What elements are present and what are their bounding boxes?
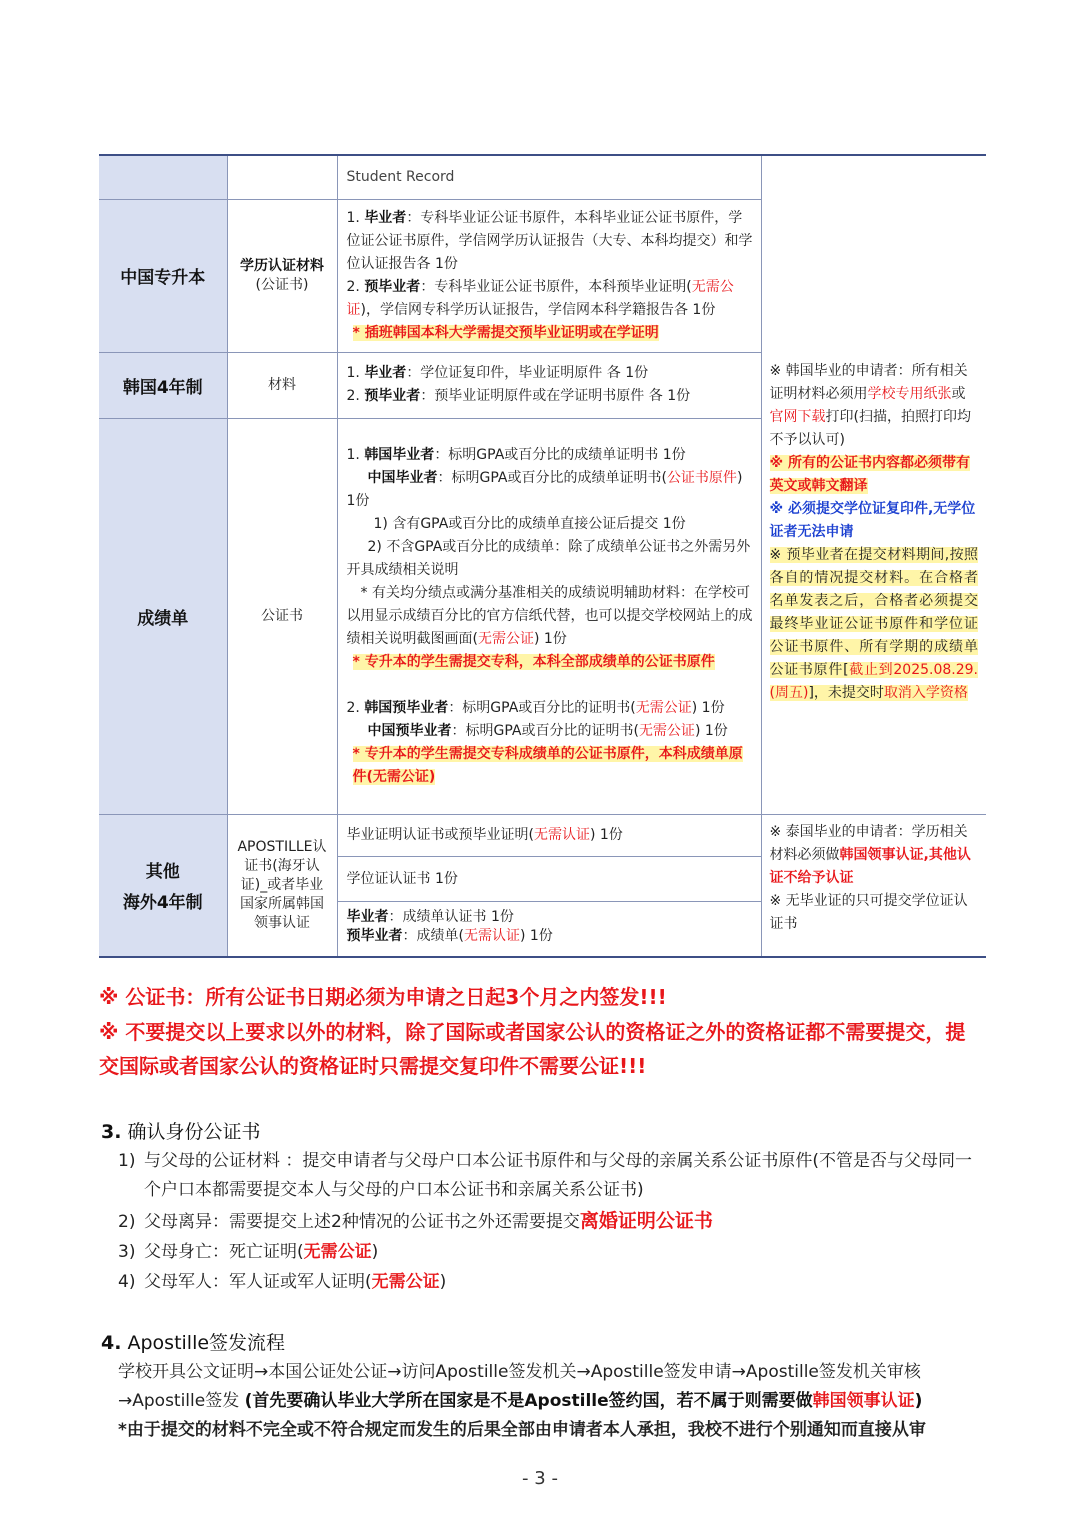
warning-extra-materials: ※ 不要提交以上要求以外的材料，除了国际或者国家公认的资格证之外的资格证都不需要提交，提交国际或者国家公认的资格证时只需提交复印件不需要公证!!! <box>99 1020 966 1078</box>
list-text: ：专科毕业证公证书原件，本科预毕业证明( <box>420 278 692 295</box>
list-text: ) 1份 <box>691 699 725 716</box>
item-text: 父母身亡：死亡证明( <box>144 1242 304 1262</box>
note-thailand-para1 <box>770 821 979 890</box>
gpa-line-2 <box>347 536 753 582</box>
note-red-text: 学校专用纸张 <box>867 386 952 402</box>
upgrade-pre-transcript-note <box>347 743 753 789</box>
overseas-line-3 <box>338 901 761 946</box>
overseas-line-2: 学位证认证书 1份 <box>338 856 761 901</box>
red-text: 无需公证 <box>635 699 692 716</box>
category-line: 其他 <box>145 862 180 883</box>
red-text: 无需公证 <box>477 630 534 647</box>
process-red-text: 韩国领事认证 <box>812 1391 915 1411</box>
item-red-text: 离婚证明公证书 <box>579 1210 713 1232</box>
red-text: 无需公证 <box>346 278 734 318</box>
list-label: 预毕业者 <box>346 928 403 945</box>
list-text: 毕业证明认证书或预毕业证明( <box>346 827 534 844</box>
student-record-cell <box>337 155 761 199</box>
list-label: 中国毕业者 <box>367 469 438 486</box>
note-text: ※ 泰国毕业的申请者：学历相关材料必须做 <box>769 823 968 863</box>
material-sublabel: (公证书) <box>255 276 309 293</box>
list-label: 韩国预毕业者 <box>364 699 449 716</box>
graduate-line <box>347 207 753 276</box>
pre-graduate-line <box>347 385 753 408</box>
overseas-line-1 <box>338 814 761 856</box>
item-text: 父母离异：需要提交上述2种情况的公证书之外还需要提交 <box>144 1212 580 1232</box>
gpa-aux-line <box>347 582 753 651</box>
transfer-note <box>347 322 753 345</box>
note-red-text: 韩国领事认证,其他认证不给予认证 <box>769 846 971 886</box>
category-korea-4yr: 韩国4年制 <box>99 352 227 418</box>
list-label: 毕业者 <box>364 365 407 381</box>
list-label: 中国预毕业者 <box>367 722 452 739</box>
note-red-text: 取消入学资格 <box>883 685 968 701</box>
list-label: 毕业者 <box>346 909 389 926</box>
graduate-line <box>347 908 752 927</box>
list-text: 2) 不含GPA或百分比的成绩单：除了成绩单公证书之外需另外开具成绩相关说明 <box>346 538 751 578</box>
note-text: ※ 韩国毕业的申请者：所有相关证明材料必须用 <box>769 363 968 402</box>
material-cert <box>227 199 337 352</box>
list-text: ) 1份 <box>694 722 728 739</box>
list-text: ：成绩单( <box>402 928 464 945</box>
note-text: 或 <box>951 386 966 402</box>
highlight-text: * 插班韩国本科大学需提交预毕业证明或在学证明 <box>352 324 659 341</box>
graduate-line <box>347 362 753 385</box>
list-text: ：标明GPA或百分比的证明书( <box>451 722 639 739</box>
transcript-content <box>337 418 761 814</box>
list-text: ) 1份 <box>346 469 743 509</box>
china-graduate-line <box>347 467 753 513</box>
item-text: ) <box>439 1272 447 1292</box>
section4-disclaimer: *由于提交的材料不完全或不符合规定而发生的后果全部由申请者本人承担，我校不进行个别通知而直接从审 <box>118 1420 926 1440</box>
list-label: 预毕业者 <box>364 278 421 295</box>
item-index: 1) <box>118 1151 136 1171</box>
requirements-table <box>99 154 986 958</box>
list-text: ：标明GPA或百分比的成绩单证明书( <box>437 469 667 486</box>
note-text: 打印(扫描，拍照打印均不予以认可) <box>769 409 971 448</box>
list-text: ) 1份 <box>589 827 623 844</box>
item-text: 父母军人：军人证或军人证明( <box>144 1272 372 1292</box>
item-text: 与父母的公证材料 ：提交申请者与父母户口本公证书原件和与父母的亲属关系公证书原件(不管是否与父母同一个户口本都需要提交本人与父母的户口本公证书和亲属关系公证书) <box>144 1151 973 1200</box>
list-label: 毕业者 <box>364 209 407 226</box>
list-number: 2. <box>346 699 360 716</box>
note-cell-korea <box>761 155 986 814</box>
overseas-content <box>337 814 761 957</box>
red-text: 无需公证 <box>638 722 695 739</box>
highlight-text: * 专升本的学生需提交专科成绩单的公证书原件，本科成绩单原件(无需公证) <box>352 745 743 785</box>
section-number: 4. <box>101 1332 122 1354</box>
korea-4yr-content <box>337 352 761 418</box>
list-label: 韩国毕业者 <box>364 446 435 463</box>
section-title-text: 确认身份公证书 <box>127 1121 261 1143</box>
list-text: ：成绩单认证书 1份 <box>388 909 514 926</box>
list-text: ：预毕业证明原件或在学证明书原件 各 1份 <box>420 388 691 404</box>
list-text: ：标明GPA或百分比的成绩单证明书 1份 <box>434 446 686 463</box>
list-text: ：标明GPA或百分比的证明书( <box>448 699 636 716</box>
note-cell-thailand <box>761 814 986 957</box>
process-bold-text: ) <box>914 1391 923 1411</box>
section3-item-2 <box>118 1207 984 1237</box>
category-line: 海外4年制 <box>122 893 203 914</box>
material-cell: 材料 <box>227 352 337 418</box>
list-label: 预毕业者 <box>364 388 421 404</box>
item-text: ) <box>371 1242 379 1262</box>
pre-graduate-line <box>347 276 753 322</box>
material-cell-empty <box>227 155 337 199</box>
note-thailand-para2: ※ 无毕业证的只可提交学位证认证书 <box>769 892 968 932</box>
korea-graduate-line <box>347 444 753 467</box>
note-korea-para1 <box>770 360 979 452</box>
section4-title <box>101 1328 285 1355</box>
note-korea-para2 <box>770 452 979 498</box>
item-index: 3) <box>118 1242 136 1262</box>
item-red-text: 无需公证 <box>303 1242 372 1262</box>
list-number: 2. <box>346 388 360 404</box>
list-text: ) 1份 <box>519 928 553 945</box>
student-record-text: Student Record <box>346 168 455 185</box>
material-apostille: APOSTILLE认证书(海牙认证)_或者毕业国家所属韩国领事认证 <box>227 814 337 957</box>
page-number: - 3 - <box>522 1468 558 1489</box>
list-text: * 有关均分绩点或满分基准相关的成绩说明辅助材料：在学校可以用显示成绩百分比的官方信纸代替，也可以提交学校网站上的成绩相关说明截图画面( <box>346 584 753 647</box>
highlight-text: * 专升本的学生需提交专科，本科全部成绩单的公证书原件 <box>352 653 715 670</box>
list-number: 1. <box>346 446 360 463</box>
section3-item-4 <box>118 1268 984 1297</box>
section3-item-3 <box>118 1238 984 1267</box>
china-upgrade-content <box>337 199 761 352</box>
upgrade-transcript-note <box>347 651 753 674</box>
item-index: 2) <box>118 1212 136 1232</box>
material-label: 学历认证材料 <box>240 257 324 274</box>
korea-pre-graduate-line <box>347 697 753 720</box>
category-overseas <box>99 814 227 957</box>
list-number: 2. <box>346 278 360 295</box>
table-row <box>99 814 986 957</box>
list-text: ) 1份 <box>533 630 567 647</box>
note-korea-para3: ※ 必须提交学位证复印件,无学位证者无法申请 <box>769 501 976 540</box>
note-highlight-text: ]，未提交时 <box>808 685 884 701</box>
section3-item-1 <box>118 1147 984 1205</box>
process-bold-text: (首先要确认毕业大学所在国家是不是Apostille签约国，若不属于则需要做 <box>244 1391 813 1411</box>
red-text: 公证书原件 <box>666 469 737 486</box>
note-highlight-text: ※ 预毕业者在提交材料期间,按照各自的情况提交材料。在合格者名单发表之后，合格者必须提交最终毕业证公证书原件和学位证公证书原件、所有学期的成绩单公证书原件[ <box>769 547 978 678</box>
list-number: 1. <box>346 365 360 381</box>
note-red-text: 截止到2025.08.29.(周五) <box>769 662 978 701</box>
red-text: 无需认证 <box>533 827 590 844</box>
section-title-text: Apostille签发流程 <box>127 1332 286 1354</box>
material-cell: 公证书 <box>227 418 337 814</box>
section3-title <box>101 1117 261 1144</box>
list-text: ：学位证复印件，毕业证明原件 各 1份 <box>406 365 649 381</box>
category-china-upgrade: 中国专升本 <box>99 199 227 352</box>
red-text: 无需认证 <box>463 928 520 945</box>
note-red-text: 官网下载 <box>769 409 826 425</box>
list-number: 1. <box>346 209 360 226</box>
item-red-text: 无需公证 <box>371 1272 440 1292</box>
process-text: 学校开具公文证明→本国公证处公证→访问Apostille签发机关→Apostille签发申请→Apostille签发机关审核→Apostille签发 <box>118 1362 921 1411</box>
pre-graduate-line <box>347 927 752 946</box>
list-text: ：专科毕业证公证书原件，本科毕业证公证书原件，学位证公证书原件，学信网学历认证报告（大专、本科均提交）和学位认证报告各 1份 <box>346 209 753 272</box>
note-korea-para4 <box>770 544 979 705</box>
section4-paragraph <box>118 1358 984 1416</box>
warning-notarization: ※ 公证书：所有公证书日期必须为申请之日起3个月之内签发!!! <box>99 985 667 1009</box>
category-transcript: 成绩单 <box>99 418 227 814</box>
list-text: )，学信网专科学历认证报告，学信网本科学籍报告各 1份 <box>360 301 716 318</box>
china-pre-graduate-line <box>347 720 753 743</box>
section-number: 3. <box>101 1121 122 1143</box>
gpa-line-1: 1) 含有GPA或百分比的成绩单直接公证后提交 1份 <box>373 515 686 532</box>
category-cell-empty <box>99 155 227 199</box>
item-index: 4) <box>118 1272 136 1292</box>
note-highlight-text: ※ 所有的公证书内容都必须带有英文或韩文翻译 <box>769 455 970 494</box>
table-row <box>99 155 986 199</box>
